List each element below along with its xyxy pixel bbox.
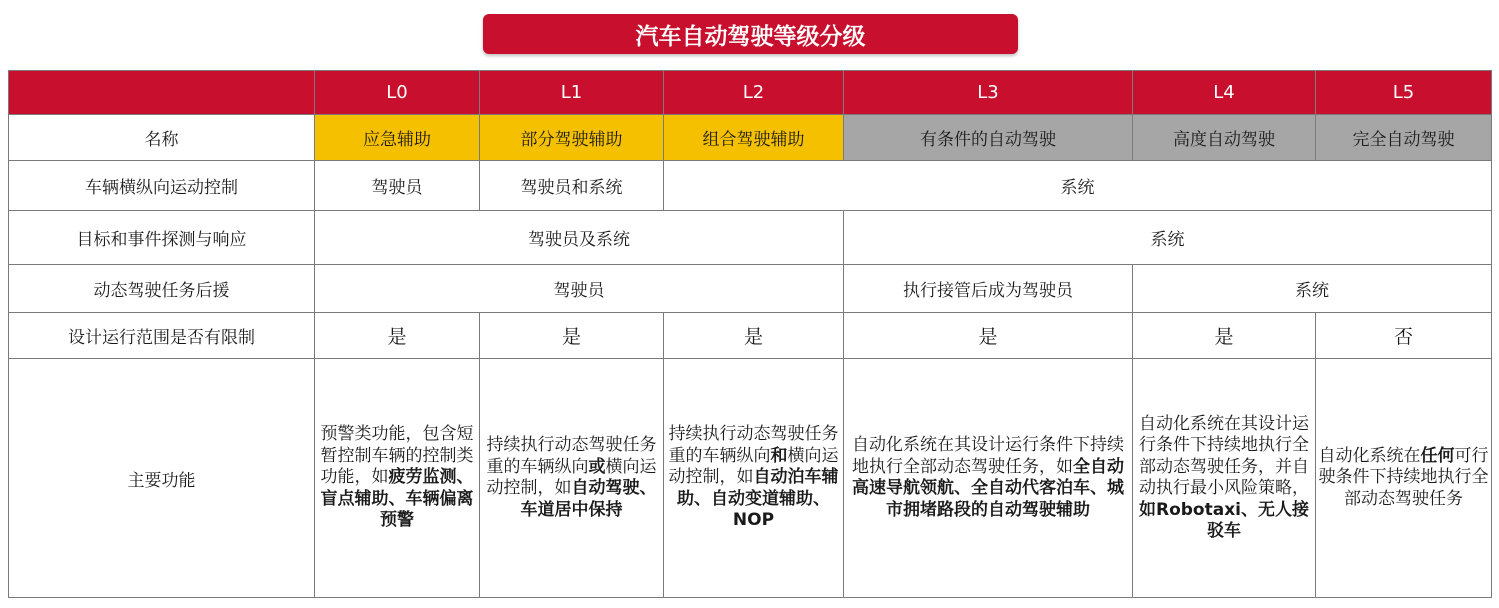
odd-l0: 是 [315,313,480,359]
row-label-fallback: 动态驾驶任务后援 [9,265,315,313]
detect-l3-l5: 系统 [844,211,1492,265]
fallback-l4-l5: 系统 [1133,265,1492,313]
header-corner [9,71,315,115]
control-l2-l5: 系统 [664,161,1492,211]
header-l3: L3 [844,71,1133,115]
functions-l2: 持续执行动态驾驶任务重的车辆纵向和横向运动控制，如自动泊车辅助、自动变道辅助、NOP [664,359,844,598]
row-odd [9,313,1492,359]
row-label-name: 名称 [9,115,315,161]
name-l0: 应急辅助 [315,115,480,161]
odd-l3: 是 [844,313,1133,359]
name-l4: 高度自动驾驶 [1133,115,1316,161]
control-l0: 驾驶员 [315,161,480,211]
row-label-control: 车辆横纵向运动控制 [9,161,315,211]
row-control [9,161,1492,211]
header-l5: L5 [1316,71,1492,115]
header-l1: L1 [480,71,664,115]
name-l1: 部分驾驶辅助 [480,115,664,161]
table-header-row [9,71,1492,115]
row-name [9,115,1492,161]
name-l5: 完全自动驾驶 [1316,115,1492,161]
functions-l3: 自动化系统在其设计运行条件下持续地执行全部动态驾驶任务，如全自动高速导航领航、全自动代客泊车、城市拥堵路段的自动驾驶辅助 [844,359,1133,598]
autonomy-levels-table [8,70,1492,598]
name-l3: 有条件的自动驾驶 [844,115,1133,161]
row-label-detect: 目标和事件探测与响应 [9,211,315,265]
fallback-l0-l2: 驾驶员 [315,265,844,313]
header-l2: L2 [664,71,844,115]
functions-l0: 预警类功能，包含短暂控制车辆的控制类功能，如疲劳监测、盲点辅助、车辆偏离预警 [315,359,480,598]
row-functions [9,359,1492,598]
page-title: 汽车自动驾驶等级分级 [483,14,1018,54]
odd-l1: 是 [480,313,664,359]
odd-l2: 是 [664,313,844,359]
row-fallback [9,265,1492,313]
row-label-odd: 设计运行范围是否有限制 [9,313,315,359]
row-label-functions: 主要功能 [9,359,315,598]
row-detect [9,211,1492,265]
odd-l4: 是 [1133,313,1316,359]
header-l0: L0 [315,71,480,115]
header-l4: L4 [1133,71,1316,115]
functions-l4: 自动化系统在其设计运行条件下持续地执行全部动态驾驶任务，并自动执行最小风险策略，如Robotaxi、无人接驳车 [1133,359,1316,598]
odd-l5: 否 [1316,313,1492,359]
functions-l5: 自动化系统在任何可行驶条件下持续地执行全部动态驾驶任务 [1316,359,1492,598]
detect-l0-l2: 驾驶员及系统 [315,211,844,265]
fallback-l3: 执行接管后成为驾驶员 [844,265,1133,313]
functions-l1: 持续执行动态驾驶任务重的车辆纵向或横向运动控制，如自动驾驶、车道居中保持 [480,359,664,598]
name-l2: 组合驾驶辅助 [664,115,844,161]
control-l1: 驾驶员和系统 [480,161,664,211]
